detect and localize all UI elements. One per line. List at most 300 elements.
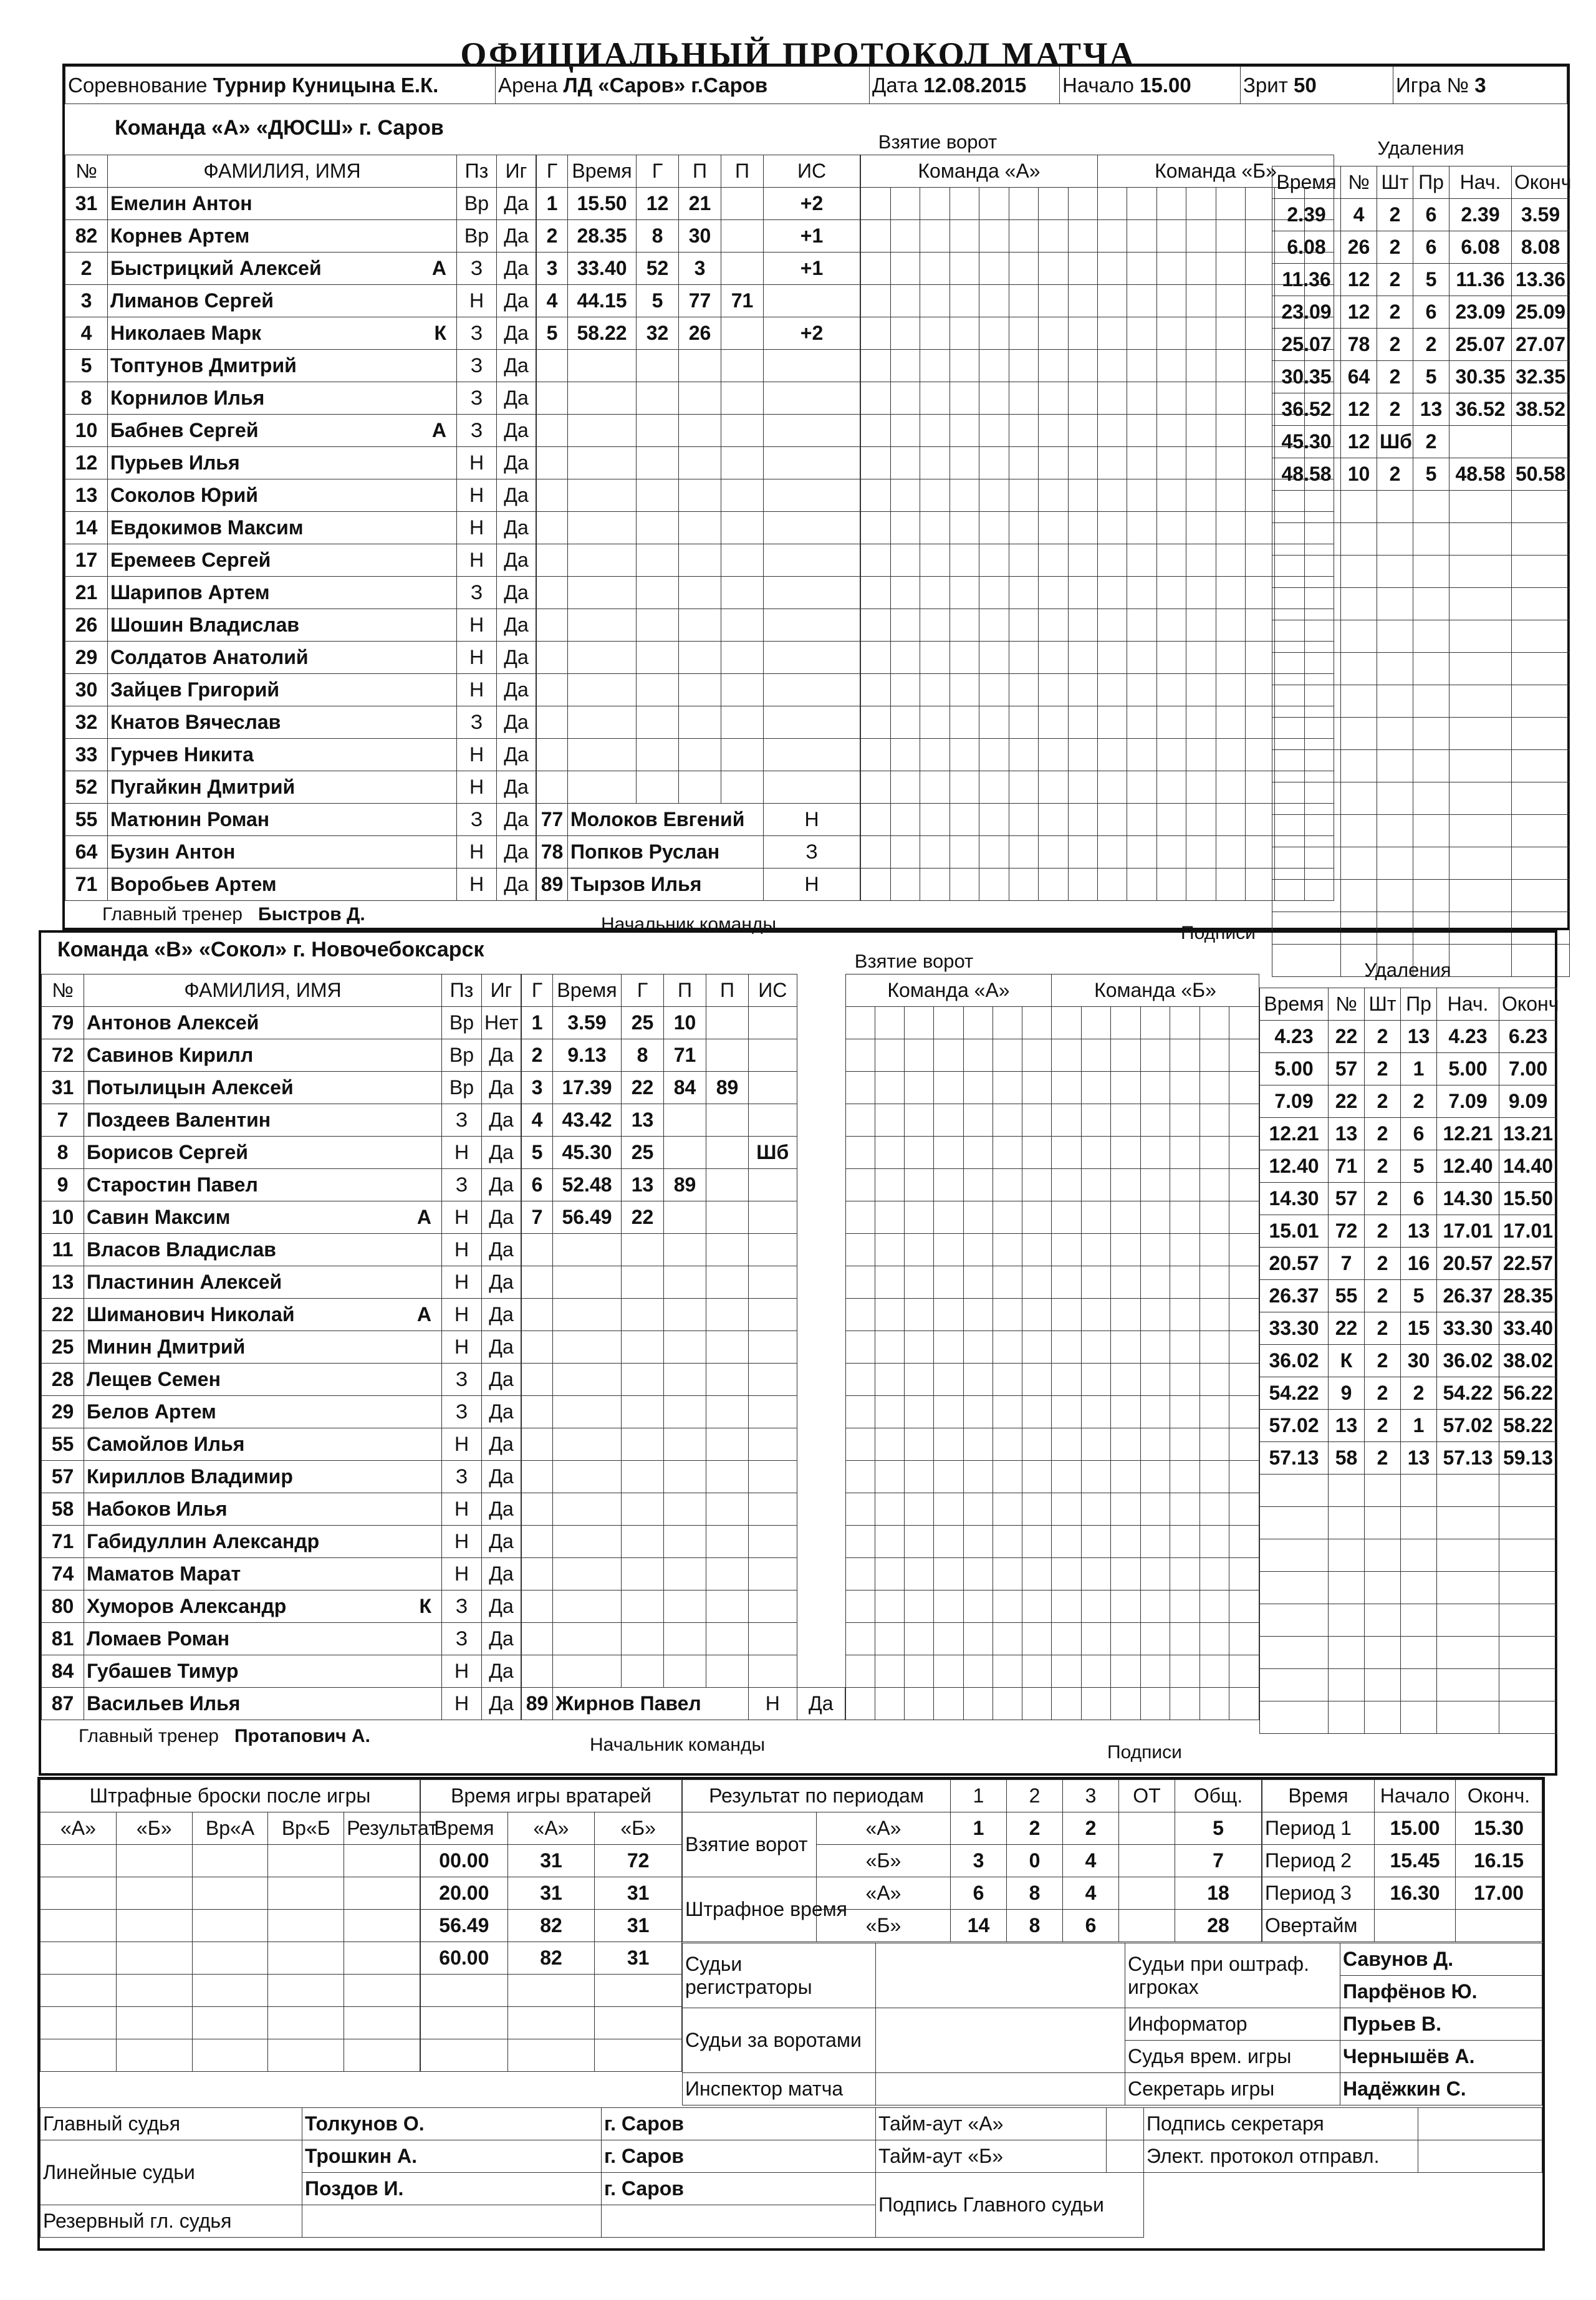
shots-cell — [1140, 1623, 1170, 1655]
player-row — [42, 1655, 521, 1688]
shots-cell — [1186, 609, 1216, 642]
penalty-start: 33.30 — [1437, 1312, 1499, 1345]
penalty-end: 25.09 — [1512, 296, 1570, 329]
shots-cell — [905, 1558, 934, 1590]
shots-cell — [920, 479, 950, 512]
goal-a1: 21 — [679, 188, 721, 220]
shots-cell — [1068, 382, 1098, 415]
goal-empty-cell — [721, 609, 764, 642]
shots-cell — [1229, 1396, 1259, 1428]
penalty-num: 72 — [1329, 1215, 1365, 1248]
shots-cell — [1170, 1428, 1200, 1461]
shots-cell — [1052, 1234, 1082, 1266]
player-plays: Да — [497, 188, 536, 220]
shots-cell — [1098, 674, 1127, 706]
player-role: А — [431, 419, 446, 441]
shots-cell — [1111, 1299, 1141, 1331]
shots-cell — [875, 1623, 905, 1655]
goal-gol: 13 — [622, 1104, 664, 1137]
shots-cell — [1186, 350, 1216, 382]
shots-row — [861, 544, 1334, 577]
goal-row — [522, 1331, 845, 1364]
shots-cell — [846, 1688, 875, 1720]
shots-cell — [1170, 1493, 1200, 1526]
shots-cell — [1009, 415, 1039, 447]
shots-cell — [1009, 253, 1039, 285]
player-position: З — [457, 382, 497, 415]
player-row — [65, 512, 536, 544]
team-a-goals-title: Взятие ворот — [878, 131, 998, 153]
goal-empty-cell — [522, 1234, 553, 1266]
penalty-empty-cell — [1365, 1475, 1401, 1507]
shots-row — [846, 1072, 1259, 1104]
shots-cell — [1068, 253, 1098, 285]
shots-cell — [1081, 1169, 1111, 1201]
team-b-goals: Г Время Г П П ИС 1 3.59 25 10 2 9.13 8 71 3 17.39 22 84 89 4 43.42 13 5 45.30 25 Шб 6 52.48 13 89 7 56.49 22 89 Жирнов Павел Н Да — [521, 974, 845, 1720]
shots-cell — [979, 642, 1009, 674]
goal-empty-cell — [637, 771, 679, 804]
player-position: Н — [457, 836, 497, 869]
shots-cell — [1068, 479, 1098, 512]
goal-empty-cell — [749, 1590, 797, 1623]
timing-row — [1262, 1910, 1542, 1942]
goal-row — [537, 415, 860, 447]
goal-empty-cell — [537, 447, 568, 479]
shots-cell — [1156, 577, 1186, 609]
shots-cell — [1052, 1655, 1082, 1688]
player-number: 17 — [65, 544, 108, 577]
shots-cell — [1098, 188, 1127, 220]
goal-empty-cell — [764, 674, 860, 706]
player-position: Вр — [442, 1007, 482, 1039]
shots-cell — [1216, 771, 1245, 804]
player-number: 25 — [42, 1331, 84, 1364]
shots-cell — [1068, 350, 1098, 382]
extra-player-plays: Да — [797, 1688, 845, 1720]
goal-g: 5 — [537, 317, 568, 350]
goal-empty-cell — [537, 739, 568, 771]
shots-cell — [993, 1007, 1022, 1039]
shots-cell — [1111, 1039, 1141, 1072]
shots-cell — [979, 706, 1009, 739]
player-position: Н — [457, 869, 497, 901]
shots-cell — [1111, 1558, 1141, 1590]
penalty-end — [1512, 426, 1570, 458]
player-plays: Да — [482, 1234, 521, 1266]
shots-cell — [1081, 1364, 1111, 1396]
goal-empty-cell — [522, 1526, 553, 1558]
shots-cell — [846, 1234, 875, 1266]
shots-cell — [1009, 285, 1039, 317]
penalty-end: 32.35 — [1512, 361, 1570, 393]
shots-cell — [1140, 1104, 1170, 1137]
penalty-empty-cell — [1512, 556, 1570, 588]
penalty-empty-cell — [1365, 1669, 1401, 1701]
penalty-reason: 5 — [1401, 1150, 1437, 1183]
goal-row — [537, 253, 860, 285]
player-position: З — [457, 577, 497, 609]
shots-cell — [890, 674, 920, 706]
shots-cell — [846, 1428, 875, 1461]
shots-cell — [1081, 1266, 1111, 1299]
extra-player-name: Попков Руслан — [568, 836, 764, 869]
player-row — [42, 1590, 521, 1623]
shots-cell — [861, 350, 891, 382]
goal-time: 3.59 — [553, 1007, 622, 1039]
goal-time: 43.42 — [553, 1104, 622, 1137]
shots-cell — [979, 382, 1009, 415]
shots-cell — [1229, 1688, 1259, 1720]
shots-cell — [1068, 836, 1098, 869]
penalty-min: 2 — [1377, 199, 1413, 231]
penalty-empty-cell — [1512, 718, 1570, 750]
penalty-reason: 13 — [1401, 1215, 1437, 1248]
player-row — [65, 804, 536, 836]
player-name — [84, 1007, 442, 1039]
penalty-empty-cell — [1341, 815, 1377, 847]
shots-cell — [920, 609, 950, 642]
shots-cell — [1170, 1201, 1200, 1234]
penalty-empty-cell — [1377, 880, 1413, 912]
player-plays: Да — [482, 1169, 521, 1201]
shots-row — [846, 1688, 1259, 1720]
goalie-cell — [421, 1975, 508, 2007]
shots-cell — [1199, 1623, 1229, 1655]
goal-time: 9.13 — [553, 1039, 622, 1072]
shots-cell — [934, 1169, 963, 1201]
shots-cell — [1245, 674, 1274, 706]
shots-cell — [890, 253, 920, 285]
goal-gol: 22 — [622, 1072, 664, 1104]
goal-empty-cell — [706, 1590, 749, 1623]
penalty-empty-cell — [1413, 718, 1449, 750]
shots-cell — [1229, 1072, 1259, 1104]
player-plays: Да — [482, 1104, 521, 1137]
player-number: 80 — [42, 1590, 84, 1623]
shootout-cell — [344, 1910, 420, 1942]
penalty-empty-cell — [1377, 685, 1413, 718]
goal-empty-cell — [637, 447, 679, 479]
player-role: А — [416, 1206, 431, 1228]
shots-row — [861, 479, 1334, 512]
penalty-min: 2 — [1365, 1118, 1401, 1150]
shots-cell — [1127, 479, 1156, 512]
player-row — [42, 1558, 521, 1590]
extra-player-position: Н — [764, 804, 860, 836]
goal-empty-cell — [568, 415, 637, 447]
shots-cell — [979, 609, 1009, 642]
penalty-empty-cell — [1499, 1572, 1557, 1604]
goal-empty-cell — [764, 447, 860, 479]
shots-cell — [920, 739, 950, 771]
penalty-empty-cell — [1260, 1701, 1329, 1734]
goal-empty-cell — [553, 1655, 622, 1688]
penalty-start: 20.57 — [1437, 1248, 1499, 1280]
goal-empty-cell — [568, 706, 637, 739]
goal-empty-cell — [637, 739, 679, 771]
shots-cell — [1111, 1364, 1141, 1396]
penalty-empty-cell — [1413, 685, 1449, 718]
penalty-row — [1272, 718, 1570, 750]
goalie-cell: 20.00 — [421, 1877, 508, 1910]
shootout-cell — [116, 1910, 192, 1942]
penalty-empty-cell — [1413, 620, 1449, 653]
date-cell: Дата 12.08.2015 — [870, 67, 1060, 104]
player-row — [65, 544, 536, 577]
shots-cell — [1156, 285, 1186, 317]
player-plays: Да — [482, 1072, 521, 1104]
shots-cell — [1229, 1461, 1259, 1493]
shots-cell — [1039, 285, 1069, 317]
shots-row — [846, 1137, 1259, 1169]
shots-cell — [861, 220, 891, 253]
goal-empty-cell — [537, 479, 568, 512]
shots-cell — [1127, 382, 1156, 415]
shots-cell — [934, 1072, 963, 1104]
shots-cell — [963, 1493, 993, 1526]
goal-time: 33.40 — [568, 253, 637, 285]
shots-cell — [979, 220, 1009, 253]
penalty-empty-cell — [1413, 750, 1449, 782]
shots-cell — [1009, 642, 1039, 674]
player-name-text: Корнилов Илья — [110, 387, 265, 409]
shots-cell — [1186, 382, 1216, 415]
player-name-text: Бабнев Сергей — [110, 419, 259, 441]
player-position: Н — [442, 1137, 482, 1169]
penalty-num: 22 — [1329, 1312, 1365, 1345]
goal-g: 4 — [522, 1104, 553, 1137]
shots-cell — [1245, 869, 1274, 901]
goal-row — [522, 1104, 845, 1137]
penalty-empty-cell — [1341, 588, 1377, 620]
shots-cell — [963, 1072, 993, 1104]
player-plays: Да — [482, 1039, 521, 1072]
player-plays: Да — [482, 1299, 521, 1331]
player-position: З — [457, 804, 497, 836]
shots-cell — [934, 1104, 963, 1137]
shots-cell — [1009, 609, 1039, 642]
goal-empty-cell — [553, 1623, 622, 1655]
player-position: Н — [442, 1234, 482, 1266]
goal-is — [749, 1201, 797, 1234]
shots-cell — [1245, 836, 1274, 869]
penalty-empty-cell — [1449, 782, 1512, 815]
shootout-cell — [41, 1845, 117, 1877]
goal-empty-cell — [749, 1558, 797, 1590]
shots-cell — [934, 1396, 963, 1428]
goal-empty-cell — [622, 1234, 664, 1266]
shots-cell — [1022, 1039, 1051, 1072]
goal-g: 2 — [537, 220, 568, 253]
goal-empty-cell — [721, 544, 764, 577]
goalie-cell: 56.49 — [421, 1910, 508, 1942]
shots-cell — [1127, 512, 1156, 544]
goal-empty-cell — [679, 544, 721, 577]
player-name-text: Кириллов Владимир — [87, 1465, 293, 1488]
goal-g: 3 — [537, 253, 568, 285]
goal-g: 3 — [522, 1072, 553, 1104]
shots-cell — [963, 1590, 993, 1623]
shots-cell — [1140, 1072, 1170, 1104]
penalty-row — [1272, 847, 1570, 880]
shots-cell — [1111, 1234, 1141, 1266]
player-name-text: Пугайкин Дмитрий — [110, 776, 296, 798]
goal-empty-cell — [706, 1526, 749, 1558]
shots-cell — [890, 285, 920, 317]
shots-row — [846, 1331, 1259, 1364]
shots-cell — [949, 642, 979, 674]
player-name — [84, 1104, 442, 1137]
shots-cell — [1052, 1428, 1082, 1461]
shots-cell — [920, 544, 950, 577]
shots-cell — [1229, 1364, 1259, 1396]
goal-gol: 5 — [637, 285, 679, 317]
penalty-empty-cell — [1365, 1701, 1401, 1734]
shots-cell — [949, 220, 979, 253]
shots-cell — [1127, 447, 1156, 479]
goal-empty-cell — [721, 739, 764, 771]
shots-cell — [1068, 285, 1098, 317]
shots-cell — [1170, 1623, 1200, 1655]
team-a-penalties: Время № Шт Пр Нач. Оконч 2.39 4 2 6 2.39 3.59 6.08 26 2 6 6.08 8.08 11.36 12 2 5 11.36 13.36 23.09 12 2 6 23.09 25.09 25.07 78 2 2 25.07 27.07 30.35 64 2 5 30.35 32.35 36.52 12 2 13 36.52 38.52 45.30 12 Шб 2 48.58 10 2 5 48.58 50.58 — [1272, 166, 1570, 977]
penalty-empty-cell — [1341, 685, 1377, 718]
shots-cell — [1199, 1007, 1229, 1039]
goal-row — [537, 285, 860, 317]
shots-cell — [1052, 1461, 1082, 1493]
goal-empty-cell — [706, 1461, 749, 1493]
shots-cell — [1127, 285, 1156, 317]
shots-cell — [1186, 577, 1216, 609]
player-plays: Да — [497, 447, 536, 479]
shots-cell — [1229, 1493, 1259, 1526]
goal-empty-cell — [522, 1655, 553, 1688]
goal-a1: 10 — [664, 1007, 706, 1039]
goal-empty-cell — [706, 1493, 749, 1526]
shots-cell — [890, 544, 920, 577]
shots-cell — [963, 1137, 993, 1169]
shots-cell — [1009, 869, 1039, 901]
player-plays: Да — [497, 804, 536, 836]
shots-cell — [1245, 285, 1274, 317]
goal-g: 1 — [537, 188, 568, 220]
penalty-row — [1260, 1150, 1557, 1183]
penalty-min: Шб — [1377, 426, 1413, 458]
shots-row — [861, 642, 1334, 674]
team-b-signatures: Подписи — [1107, 1742, 1182, 1763]
player-row — [65, 836, 536, 869]
shots-cell — [1098, 642, 1127, 674]
shots-cell — [1098, 447, 1127, 479]
shots-cell — [1186, 674, 1216, 706]
goalie-cell — [507, 1975, 595, 2007]
shots-cell — [934, 1234, 963, 1266]
penalty-reason: 5 — [1413, 361, 1449, 393]
player-row — [65, 609, 536, 642]
penalty-num: 13 — [1329, 1410, 1365, 1442]
penalty-start: 48.58 — [1449, 458, 1512, 491]
player-name — [84, 1655, 442, 1688]
shots-cell — [1081, 1299, 1111, 1331]
shots-row — [846, 1007, 1259, 1039]
goal-empty-cell — [679, 382, 721, 415]
shots-cell — [949, 317, 979, 350]
shots-cell — [1170, 1137, 1200, 1169]
player-name — [84, 1364, 442, 1396]
penalty-empty-cell — [1341, 847, 1377, 880]
shots-cell — [1186, 415, 1216, 447]
goalie-cell: 82 — [507, 1910, 595, 1942]
shots-cell — [934, 1558, 963, 1590]
goalie-cell — [421, 2039, 508, 2072]
player-position: З — [457, 415, 497, 447]
goal-empty-cell — [522, 1299, 553, 1331]
penalty-end: 50.58 — [1512, 458, 1570, 491]
shots-cell — [1009, 771, 1039, 804]
penalty-row — [1260, 1442, 1557, 1475]
player-number: 55 — [42, 1428, 84, 1461]
player-name-text: Лиманов Сергей — [110, 289, 274, 312]
summary-section — [37, 1777, 1545, 2251]
player-name — [84, 1201, 442, 1234]
extra-player-name: Молоков Евгений — [568, 804, 764, 836]
penalty-reason: 13 — [1413, 393, 1449, 426]
shots-cell — [1098, 577, 1127, 609]
penalty-reason: 16 — [1401, 1248, 1437, 1280]
goal-empty-cell — [637, 479, 679, 512]
shots-cell — [1199, 1493, 1229, 1526]
penalty-time: 12.40 — [1260, 1150, 1329, 1183]
shots-cell — [920, 869, 950, 901]
player-row — [42, 1299, 521, 1331]
shots-cell — [993, 1137, 1022, 1169]
shootout-cell — [41, 2007, 117, 2039]
shots-cell — [949, 674, 979, 706]
shots-cell — [1170, 1299, 1200, 1331]
penalty-reason: 5 — [1401, 1280, 1437, 1312]
shots-cell — [993, 1526, 1022, 1558]
shots-cell — [1039, 382, 1069, 415]
shots-row — [861, 706, 1334, 739]
goal-row — [522, 1072, 845, 1104]
penalty-start: 36.02 — [1437, 1345, 1499, 1377]
player-number: 5 — [65, 350, 108, 382]
player-name — [84, 1039, 442, 1072]
player-row — [42, 1072, 521, 1104]
shots-cell — [1009, 317, 1039, 350]
shots-cell — [846, 1493, 875, 1526]
goal-empty-cell — [622, 1461, 664, 1493]
penalty-empty-cell — [1499, 1701, 1557, 1734]
penalty-empty-cell — [1329, 1701, 1365, 1734]
shots-cell — [993, 1590, 1022, 1623]
shots-cell — [920, 706, 950, 739]
shots-cell — [963, 1428, 993, 1461]
shootout-row — [41, 2039, 420, 2072]
player-position: Н — [457, 285, 497, 317]
goal-empty-cell — [537, 577, 568, 609]
player-name-text: Поздеев Валентин — [87, 1109, 271, 1131]
shots-cell — [920, 642, 950, 674]
shots-cell — [979, 739, 1009, 771]
penalty-end: 58.22 — [1499, 1410, 1557, 1442]
shots-cell — [993, 1104, 1022, 1137]
shots-cell — [1039, 188, 1069, 220]
shots-cell — [1216, 512, 1245, 544]
player-plays: Да — [497, 253, 536, 285]
penalty-min: 2 — [1365, 1410, 1401, 1442]
shots-cell — [963, 1526, 993, 1558]
player-plays: Да — [497, 350, 536, 382]
